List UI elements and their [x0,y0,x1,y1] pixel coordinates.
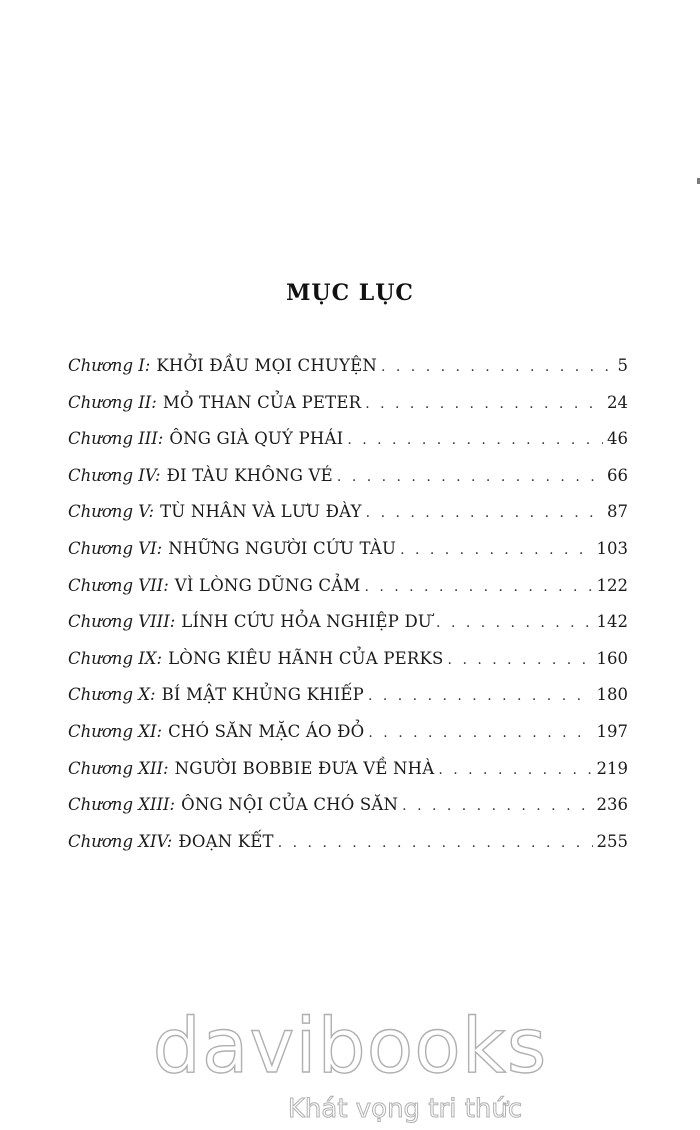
dot-leader [400,538,592,562]
dot-leader [381,355,614,379]
chapter-title: ÔNG GIÀ QUÝ PHÁI [169,429,344,449]
chapter-title: ĐOẠN KẾT [178,831,274,851]
dot-leader [448,648,593,672]
chapter-label: Chương XIV: [68,831,173,851]
dot-leader [364,575,592,599]
chapter-title: VÌ LÒNG DŨNG CẢM [174,575,361,595]
toc-entry [68,793,628,830]
toc-entry [68,647,628,684]
page-number: 66 [607,465,628,485]
toc-entry [68,427,628,464]
chapter-label: Chương III: [68,429,164,449]
chapter-label: Chương IV: [68,465,161,485]
chapter-title: ÔNG NỘI CỦA CHÓ SĂN [181,795,399,815]
page-number: 24 [607,392,628,412]
chapter-label: Chương X: [68,685,156,705]
chapter-label: Chương VIII: [68,612,176,632]
chapter-title: MỎ THAN CỦA PETER [162,392,362,412]
page-number: 5 [617,356,628,375]
toc-entry [68,537,628,574]
toc-entry [68,464,628,501]
page-number: 180 [596,685,628,705]
chapter-title: LÒNG KIÊU HÃNH CỦA PERKS [168,648,444,668]
chapter-label: Chương XI: [68,721,163,741]
dot-leader [402,794,592,818]
dot-leader [436,611,592,635]
dot-leader [347,428,603,452]
chapter-label: Chương I: [68,356,151,375]
toc-entry [68,574,628,611]
chapter-title: NGƯỜI BOBBIE ĐƯA VỀ NHÀ [174,758,435,778]
page-number: 122 [596,575,628,595]
chapter-title: TÙ NHÂN VÀ LƯU ĐÀY [160,502,362,522]
dot-leader [278,831,593,855]
dot-leader [368,684,593,708]
page-number: 160 [596,648,628,668]
dot-leader [365,392,603,416]
page-number: 255 [596,831,628,851]
chapter-label: Chương V: [68,502,155,522]
page-number: 87 [607,502,628,522]
toc-entry [68,610,628,647]
dot-leader [438,758,592,782]
toc-entry [68,683,628,720]
chapter-title: BÍ MẬT KHỦNG KHIẾP [161,685,364,705]
chapter-label: Chương VII: [68,575,169,595]
page-number: 236 [596,795,628,815]
toc-entry [68,354,628,391]
chapter-title: ĐI TÀU KHÔNG VÉ [166,465,333,485]
watermark-tagline: Khát vọng tri thức [287,1094,523,1124]
watermark [0,1000,700,1130]
dot-leader [337,465,603,489]
chapter-title: NHỮNG NGƯỜI CỨU TÀU [168,538,397,558]
toc-entry [68,757,628,794]
page-number: 219 [596,758,628,778]
page-number: 46 [607,429,628,449]
page-number: 142 [596,612,628,632]
dot-leader [368,721,592,745]
page-number: 103 [596,538,628,558]
chapter-label: Chương II: [68,392,157,412]
chapter-label: Chương XII: [68,758,169,778]
watermark-logo [0,1000,700,1130]
chapter-label: Chương VI: [68,538,163,558]
chapter-label: Chương XIII: [68,795,176,815]
toc-entry [68,500,628,537]
chapter-title: KHỞI ĐẦU MỌI CHUYỆN [156,356,377,375]
dot-leader [366,501,603,525]
watermark-brand: davibooks [152,1001,548,1090]
toc-entry [68,391,628,428]
chapter-label: Chương IX: [68,648,163,668]
page-title: MỤC LỤC [286,280,414,306]
chapter-title: LÍNH CỨU HỎA NGHIỆP DƯ [181,612,433,632]
toc-entry [68,720,628,757]
chapter-title: CHÓ SĂN MẶC ÁO ĐỎ [168,721,365,741]
toc-entry [68,830,628,867]
page-number: 197 [596,721,628,741]
table-of-contents [68,354,628,866]
